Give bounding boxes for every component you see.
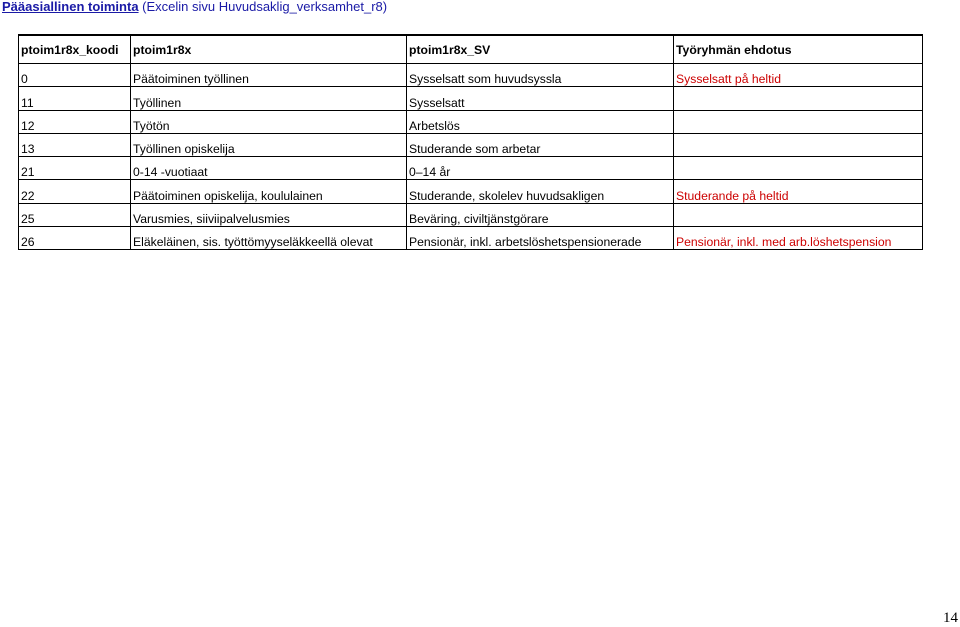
cell-sv: Sysselsatt som huvudsyssla (407, 64, 674, 87)
code-mapping-table (18, 34, 923, 250)
heading-subtitle: (Excelin sivu Huvudsaklig_verksamhet_r8) (142, 0, 388, 14)
page-heading (2, 0, 387, 15)
cell-proposal: Studerande på heltid (674, 180, 923, 203)
cell-proposal (674, 133, 923, 156)
cell-sv: Pensionär, inkl. arbetslöshetspensionerade (407, 227, 674, 250)
cell-fi: Työllinen (131, 87, 407, 110)
cell-fi: Varusmies, siiviipalvelusmies (131, 203, 407, 226)
page-number: 14 (943, 610, 958, 626)
cell-proposal (674, 203, 923, 226)
cell-code: 13 (19, 133, 131, 156)
cell-proposal (674, 110, 923, 133)
cell-fi: Päätoiminen opiskelija, koululainen (131, 180, 407, 203)
cell-sv: Beväring, civiltjänstgörare (407, 203, 674, 226)
cell-code: 11 (19, 87, 131, 110)
cell-sv: Studerande som arbetar (407, 133, 674, 156)
cell-code: 25 (19, 203, 131, 226)
header-cell-sv: ptoim1r8x_SV (407, 35, 674, 64)
table-row (19, 157, 923, 180)
cell-code: 26 (19, 227, 131, 250)
cell-fi: Eläkeläinen, sis. työttömyyseläkkeellä olevat (131, 227, 407, 250)
cell-proposal (674, 87, 923, 110)
table-row (19, 227, 923, 250)
cell-fi: Työtön (131, 110, 407, 133)
cell-fi: Työllinen opiskelija (131, 133, 407, 156)
cell-code: 21 (19, 157, 131, 180)
cell-sv: Studerande, skolelev huvudsakligen (407, 180, 674, 203)
cell-code: 12 (19, 110, 131, 133)
cell-code: 22 (19, 180, 131, 203)
table-row (19, 180, 923, 203)
cell-proposal (674, 157, 923, 180)
cell-fi: Päätoiminen työllinen (131, 64, 407, 87)
cell-sv: 0–14 år (407, 157, 674, 180)
table-row (19, 87, 923, 110)
cell-code: 0 (19, 64, 131, 87)
header-cell-proposal: Työryhmän ehdotus (674, 35, 923, 64)
cell-proposal: Sysselsatt på heltid (674, 64, 923, 87)
table-row (19, 133, 923, 156)
cell-proposal: Pensionär, inkl. med arb.löshetspension (674, 227, 923, 250)
table-row (19, 64, 923, 87)
table-row (19, 203, 923, 226)
header-cell-fi: ptoim1r8x (131, 35, 407, 64)
table-header-row (19, 35, 923, 64)
heading-title: Pääasiallinen toiminta (2, 0, 139, 14)
cell-sv: Sysselsatt (407, 87, 674, 110)
cell-fi: 0-14 -vuotiaat (131, 157, 407, 180)
cell-sv: Arbetslös (407, 110, 674, 133)
header-cell-code: ptoim1r8x_koodi (19, 35, 131, 64)
table-row (19, 110, 923, 133)
